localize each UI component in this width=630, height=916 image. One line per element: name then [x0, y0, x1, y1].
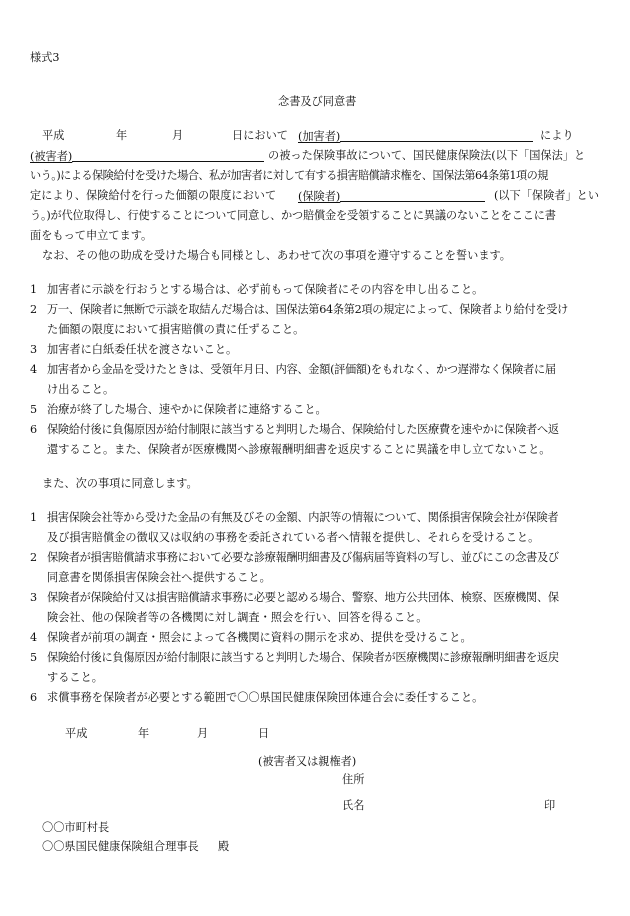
consent-text: 損害保険会社等から受けた金品の有無及びその金額、内訳等の情報について、関係損害保険会社が保険者: [47, 511, 559, 524]
document-title: 念書及び同意書: [278, 95, 357, 108]
intro-year: 年: [116, 129, 128, 142]
signer-role: (被害者又は親権者): [258, 755, 357, 768]
pledge-text: 治療が終了した場合、速やかに保険者に連絡すること。: [47, 403, 327, 416]
intro-line4-text: 定により、保険給付を行った価額の限度において: [30, 189, 277, 202]
pledge-text: 保険給付後に負傷原因が給付制限に該当すると判明した場合、保険給付した医療費を速やかに保険者へ返: [47, 423, 559, 436]
victim-field[interactable]: [30, 150, 264, 162]
intro-by: により: [540, 129, 574, 142]
date-year: 年: [138, 727, 150, 740]
consent-num: 3: [30, 591, 38, 604]
seal-mark: 印: [544, 799, 556, 812]
date-month: 月: [197, 727, 209, 740]
intro-line4-suffix: (以下「保険者」とい: [494, 189, 600, 202]
consent-num: 4: [30, 631, 38, 644]
pledge-text: 加害者に示談を行おうとする場合は、必ず前もって保険者にその内容を申し出ること。: [47, 283, 484, 296]
pledge-text: 加害者から金品を受けたときは、受領年月日、内容、金額(評価額)をもれなく、かつ遅滞なく保険者に届: [47, 363, 556, 376]
intro-line5: う。)が代位取得し、行使することについて同意し、かつ賠償金を受領することに異議のないことをここに書: [30, 209, 556, 222]
pledge-text: 加害者に白紙委任状を渡さないこと。: [47, 343, 238, 356]
consent-text: 保険者が損害賠償請求事務において必要な診療報酬明細書及び傷病届等資料の写し、並びにこの念書及び: [47, 551, 559, 564]
intro-line3: いう。)による保険給付を受けた場合、私が加害者に対して有する損害賠償請求権を、国保法第64条第1項の規: [30, 169, 548, 182]
pledge-text: 万一、保険者に無断で示談を取結んだ場合は、国保法第64条第2項の規定によって、保険者より給付を受け: [47, 303, 569, 316]
pledge-num: 5: [30, 403, 38, 416]
victim-label: (被害者): [30, 150, 73, 163]
consent-num: 1: [30, 511, 38, 524]
perpetrator-label: (加害者): [298, 130, 341, 143]
pledge-text: 還すること。また、保険者が医療機関へ診療報酬明細書を返戻することに異議を申し立てないこと。: [47, 443, 551, 456]
consent-text: 及び損害賠償金の徴収又は収納の事務を委託されている者へ情報を提供し、それらを受けること。: [47, 531, 540, 544]
victim-blank[interactable]: [72, 150, 264, 162]
consent-text: 保険給付後に負傷原因が給付制限に該当すると判明した場合、保険者が医療機関に診療報酬明細書を返戻: [47, 651, 559, 664]
pledge-text: け出ること。: [47, 383, 115, 396]
perpetrator-field[interactable]: [298, 130, 533, 142]
pledge-num: 3: [30, 343, 38, 356]
intro-line2-text: の被った保険事故について、国民健康保険法(以下「国保法」と: [268, 149, 586, 162]
consent-text: 求償事務を保険者が必要とする範囲で〇〇県国民健康保険団体連合会に委任すること。: [47, 691, 484, 704]
insurer-field[interactable]: [298, 190, 485, 202]
date-day: 日: [258, 727, 270, 740]
form-number: 様式3: [30, 51, 60, 64]
addressee-honorific: 殿: [218, 840, 230, 853]
insurer-blank[interactable]: [340, 190, 485, 202]
consent-text: 険会社、他の保険者等の各機関に対し調査・照会を行い、回答を得ること。: [47, 611, 428, 624]
perpetrator-blank[interactable]: [340, 130, 533, 142]
pledge-num: 4: [30, 363, 38, 376]
intro-line7: なお、その他の助成を受けた場合も同様とし、あわせて次の事項を遵守することを誓います。: [42, 249, 511, 262]
consent-num: 5: [30, 651, 38, 664]
consent-num: 6: [30, 691, 38, 704]
intro-day-at: 日において: [232, 129, 288, 142]
consent-num: 2: [30, 551, 38, 564]
intro-line6: 面をもって申立てます。: [30, 229, 153, 242]
addressee-municipality: 〇〇市町村長: [42, 821, 110, 834]
consent-text: すること。: [47, 671, 103, 684]
insurer-label: (保険者): [298, 190, 341, 203]
pledge-text: た価額の限度において損害賠償の責に任ずること。: [47, 323, 305, 336]
pledge-num: 2: [30, 303, 38, 316]
consent-text: 保険者が保険給付又は損害賠償請求事務に必要と認める場合、警察、地方公共団体、検察、医療機関、保: [47, 591, 559, 604]
consent-text: 同意書を関係損害保険会社へ提供すること。: [47, 571, 271, 584]
intro-month: 月: [172, 129, 184, 142]
addressee-association: 〇〇県国民健康保険組合理事長: [42, 840, 199, 853]
consent-text: 保険者が前項の調査・照会によって各機関に資料の開示を求め、提供を受けること。: [47, 631, 472, 644]
pledge-num: 1: [30, 283, 38, 296]
consent-intro: また、次の事項に同意します。: [42, 477, 198, 490]
name-label: 氏名: [342, 799, 365, 812]
address-label: 住所: [342, 773, 365, 786]
pledge-num: 6: [30, 423, 38, 436]
intro-era: 平成: [42, 129, 65, 142]
date-era: 平成: [65, 727, 88, 740]
